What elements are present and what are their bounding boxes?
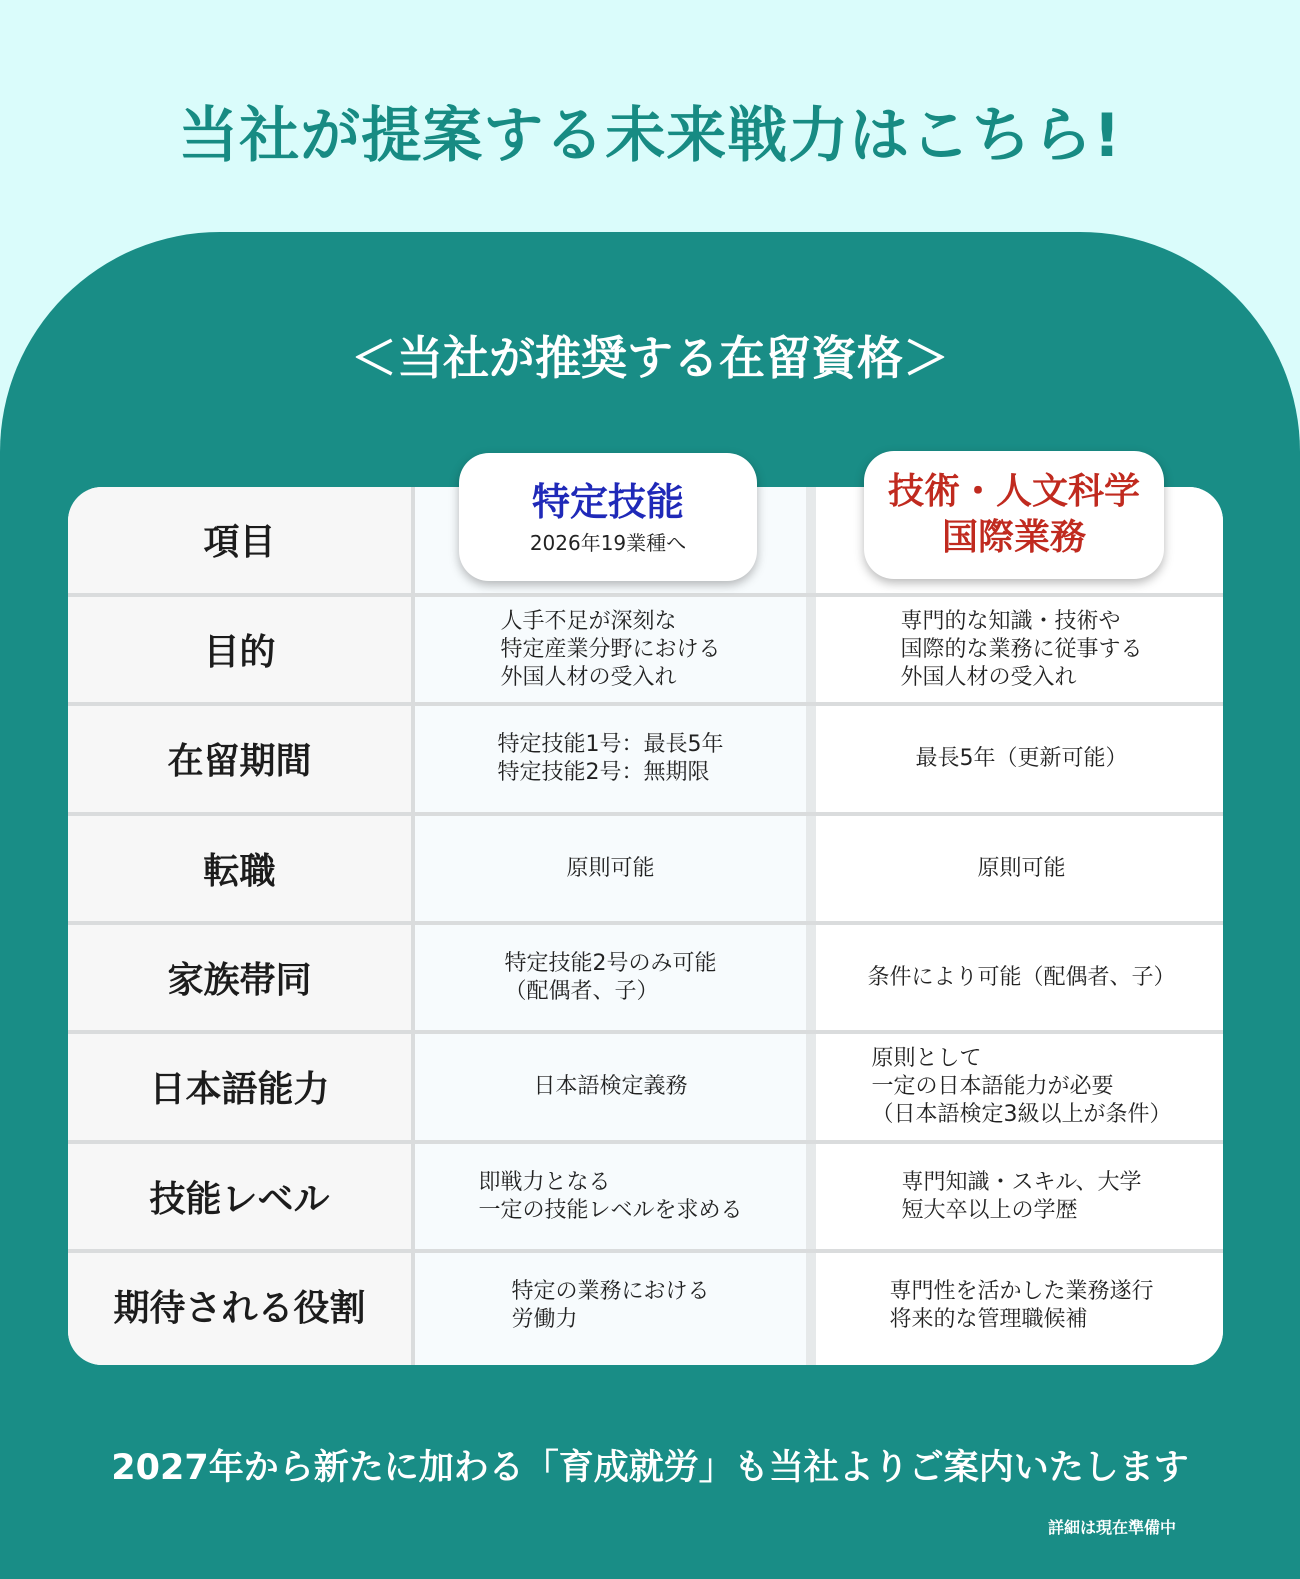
col-b-cell [820,1144,1223,1249]
row-label: 日本語能力 [149,1069,330,1110]
row-label-cell [68,925,411,1030]
col-a-value [478,1169,742,1225]
line: 特定技能2号のみ可能 [504,950,717,976]
footer-message: 2027年から新たに加わる「育成就労」も当社よりご案内いたします [111,1448,1189,1488]
line: 外国人材の受入れ [500,664,677,690]
line: 一定の日本語能力が必要 [871,1073,1114,1099]
col-b-value [977,855,1065,883]
row-label-cell [68,706,411,811]
col-a-cell [415,1253,806,1358]
row-label-cell [68,597,411,702]
line: 専門知識・スキル、大学 [901,1169,1142,1195]
row-label-cell [68,1253,411,1358]
col-b-value [900,608,1142,692]
line: 専門性を活かした業務遂行 [889,1278,1154,1304]
col-b-cell [820,925,1223,1030]
col-a-cell [415,925,806,1030]
col-b-value [872,1045,1172,1129]
line: 将来的な管理職候補 [889,1306,1088,1332]
row-label: 家族帯同 [167,960,312,1001]
line: 外国人材の受入れ [900,664,1077,690]
line: 人手不足が深刻な [500,608,677,634]
row-label: 目的 [203,632,276,673]
col-a-cell [415,706,806,811]
table-row [68,925,1223,1030]
row-label-cell [68,816,411,921]
col-a-cell [415,597,806,702]
column-b-header [864,451,1164,579]
col-a-value [498,731,724,787]
col-a-value [566,855,654,883]
col-a-value [511,1278,709,1334]
line: （日本語検定3級以上が条件） [871,1101,1172,1127]
col-a-cell [415,1144,806,1249]
line: 特定の業務における [511,1278,710,1304]
table-row [68,597,1223,702]
row-label: 転職 [203,851,276,892]
line: 労働力 [511,1306,578,1332]
col-a-value [505,950,717,1006]
line: 最長5年（更新可能） [915,745,1128,771]
table-row [68,1253,1223,1358]
line: （配偶者、子） [504,978,659,1004]
line: 原則として [871,1045,982,1071]
table-row [68,1144,1223,1249]
col-b-value [889,1278,1153,1334]
col-b-value [916,745,1128,773]
line: 日本語検定義務 [533,1073,688,1099]
column-a-title: 特定技能 [531,479,684,524]
col-a-cell [415,816,806,921]
line: 特定産業分野における [500,636,721,662]
row-label: 在留期間 [167,741,312,782]
col-b-value [901,1169,1141,1225]
comparison-table [68,487,1223,1365]
column-a-header [459,453,757,581]
column-b-title-line2: 国際業務 [941,517,1086,558]
line: 即戦力となる [478,1169,611,1195]
table-row [68,816,1223,921]
col-b-value [867,964,1175,992]
col-b-cell [820,597,1223,702]
page-title: 当社が提案する未来戦力はこちら! [178,101,1122,171]
col-a-value [500,608,720,692]
line: 原則可能 [566,855,655,881]
line: 一定の技能レベルを求める [478,1197,743,1223]
col-b-cell [820,1253,1223,1358]
label-header: 項目 [203,522,276,563]
table-row [68,706,1223,811]
col-b-cell [820,706,1223,811]
row-label: 技能レベル [149,1179,330,1220]
column-a-subtitle: 2026年19業種へ [529,530,687,555]
line: 原則可能 [977,855,1066,881]
table-row [68,1034,1223,1139]
label-header-cell [68,487,411,592]
col-b-cell [820,816,1223,921]
line: 特定技能2号：無期限 [497,759,710,785]
row-label-cell [68,1034,411,1139]
col-a-value [533,1073,687,1101]
footer-note: 詳細は現在準備中 [1047,1518,1176,1537]
line: 国際的な業務に従事する [900,636,1143,662]
column-b-title-line1: 技術・人文科学 [887,471,1140,512]
panel-title: ＜当社が推奨する在留資格＞ [351,331,949,385]
line: 条件により可能（配偶者、子） [867,964,1176,990]
line: 専門的な知識・技術や [900,608,1121,634]
row-label-cell [68,1144,411,1249]
col-b-cell [820,1034,1223,1139]
line: 短大卒以上の学歴 [901,1197,1078,1223]
row-label: 期待される役割 [113,1288,366,1329]
col-a-cell [415,1034,806,1139]
line: 特定技能1号：最長5年 [497,731,724,757]
